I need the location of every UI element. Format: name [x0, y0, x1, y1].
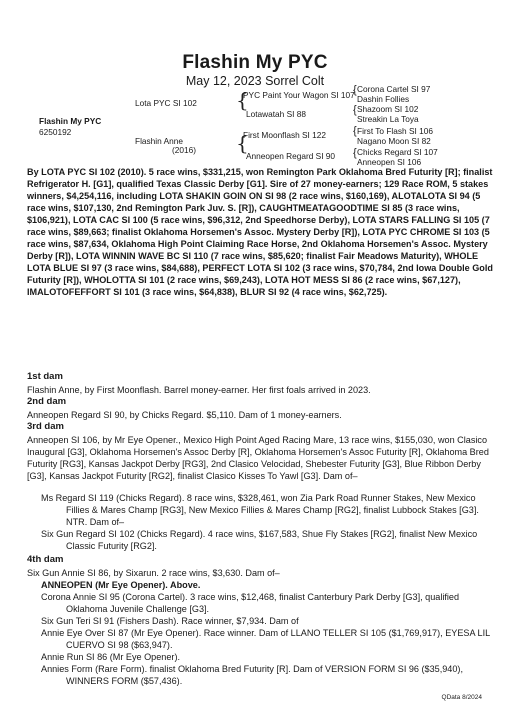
third-dam-text: Anneopen SI 106, by Mr Eye Opener., Mexico High Point Aged Racing Mare, 13 race wins, $155,030, won Clasico Inaugural [G3], Oklahoma Horsemen's Assoc Derby [R], Oklahoma Horsemen's Assoc Futurity [R], Oklahoma Bred Futurity [RG3], Kansas Jackpot Derby [RG3], 2nd Clasico Velocidad, Shebester Futurity [G3], Blue Ribbon Derby [G3], Kansas Jackpot Futurity [RG2], finalist Clasico Kisses To Yawl [G3]. Dam of– [27, 435, 489, 481]
pedigree-dam: Flashin Anne [135, 136, 183, 146]
brace-ss: { [353, 84, 357, 96]
pedigree-ds-sire: First To Flash SI 106 [357, 126, 433, 136]
pedigree-ds-dam: Nagano Moon SI 82 [357, 136, 431, 146]
pedigree-ss-sire: Corona Cartel SI 97 [357, 84, 431, 94]
pedigree-dam-dam: Anneopen Regard SI 90 [246, 151, 336, 161]
third-dam-produce-1: Ms Regard SI 119 (Chicks Regard). 8 race wins, $328,461, won Zia Park Road Runner Stakes, New Mexico Fillies & Mares Champ [RG3], New Mexico Fillies & Mares Champ [RG2], finalist Lubbock Stakes [G3]. NTR. Dam of– [41, 493, 479, 527]
page-subtitle: May 12, 2023 Sorrel Colt [185, 74, 325, 88]
fourth-dam-line-4: Annie Eye Over SI 87 (Mr Eye Opener). Race winner. Dam of LLANO TELLER SI 105 ($1,769,917), EYESA LIL CUERVO SI 98 ($63,947). [41, 628, 490, 650]
third-dam-heading: 3rd dam [27, 421, 64, 432]
pedigree-dd-dam: Anneopen SI 106 [357, 157, 422, 167]
brace-dd: { [353, 147, 357, 159]
first-dam-text: Flashin Anne, by First Moonflash. Barrel money-earner. Her first foals arrived in 2023. [27, 385, 371, 395]
second-dam-heading: 2nd dam [27, 396, 67, 407]
footer-credit: QData 8/2024 [441, 694, 482, 701]
fourth-dam-line-1: ANNEOPEN (Mr Eye Opener). Above. [41, 580, 201, 590]
fourth-dam-text: Six Gun Annie SI 86, by Sixarun. 2 race wins, $3,630. Dam of– [27, 568, 280, 578]
sire-summary: By LOTA PYC SI 102 (2010). 5 race wins, $331,215, won Remington Park Oklahoma Bred Futurity [R]; finalist Refrigerator H. [G1], qualified Texas Classic Derby [G1]. Sire of 27 money-earners; 129 Race ROM, 5 stakes winners, $4,254,116, including LOTA SHAKIN GOIN ON SI 98 (2 race wins, $160,169), ALOTALOTA SI 94 (5 race wins, $107,130, 2nd Remington Park Juv. S. [R]), CAUGHTMEATAGOODTIME SI 85 (3 race wins, $106,921), LOTA CAC SI 100 (5 race wins, $96,312, 2nd Speedhorse Derby), LOTA STARS FALLING SI 105 (7 race wins, $89,663; finalist Oklahoma Horsemen's Assoc. Mystery Derby [R]), LOTA PYC CHROME SI 103 (5 race wins, $87,634, Oklahoma High Point Claiming Race Horse, 2nd Oklahoma Horsemen's Assoc. Mystery Derby [R]), LOTA WINNIN WAVE BC SI 110 (7 race wins, $85,620; finalist Fair Meadows Maturity), WHOLE LOTA BLUE SI 97 (3 race wins, $84,688), PERFECT LOTA SI 102 (3 race wins, $70,784, 2nd Iowa Double Gold Futurity [R]), WHOLOTTA SI 101 (2 race wins, $69,243), LOTA HOT MESS SI 86 (2 race wins, $67,127), IMALOTOFEFFORT SI 101 (3 race wins, $64,838), BLUR SI 92 (4 race wins, $62,725). [27, 167, 493, 297]
fourth-dam-line-2: Corona Annie SI 95 (Corona Cartel). 3 race wins, $12,468, finalist Canterbury Park Derby [G3], qualified Oklahoma Juvenile Challenge [G3]. [41, 592, 460, 614]
pedigree-ss-dam: Dashin Follies [357, 94, 410, 104]
brace-ds: { [353, 125, 357, 137]
pedigree-sd-sire: Shazoom SI 102 [357, 104, 419, 114]
fourth-dam-heading: 4th dam [27, 554, 64, 565]
brace-sd: { [353, 104, 357, 116]
pedigree-horse: Flashin My PYC [39, 116, 102, 126]
pedigree-sd-dam: Streakin La Toya [357, 114, 419, 124]
pedigree-reg: 6250192 [39, 127, 72, 137]
pedigree-dam-year: (2016) [172, 145, 196, 155]
fourth-dam-line-6: Annies Form (Rare Form). finalist Oklahoma Bred Futurity [R]. Dam of VERSION FORM SI 96 ($35,940), WINNERS FORM ($57,436). [41, 664, 463, 686]
page-title: Flashin My PYC [182, 52, 328, 73]
pedigree-sire: Lota PYC SI 102 [135, 98, 197, 108]
pedigree-dd-sire: Chicks Regard SI 107 [357, 147, 438, 157]
second-dam-text: Anneopen Regard SI 90, by Chicks Regard. $5,110. Dam of 1 money-earners. [27, 410, 342, 420]
fourth-dam-line-5: Annie Run SI 86 (Mr Eye Opener). [41, 652, 180, 662]
pedigree-dam-sire: First Moonflash SI 122 [243, 130, 327, 140]
brace-dam: { [236, 131, 249, 155]
fourth-dam-line-3: Six Gun Teri SI 91 (Fishers Dash). Race winner, $7,934. Dam of [41, 616, 299, 626]
first-dam-heading: 1st dam [27, 371, 63, 382]
third-dam-produce-2: Six Gun Regard SI 102 (Chicks Regard). 4 race wins, $167,583, Shue Fly Stakes [RG2], finalist New Mexico Classic Futurity [RG2]. [41, 529, 478, 551]
brace-sire: { [236, 88, 249, 112]
pedigree-sire-sire: PYC Paint Your Wagon SI 107 [243, 90, 355, 100]
pedigree-sire-dam: Lotawatah SI 88 [246, 109, 306, 119]
